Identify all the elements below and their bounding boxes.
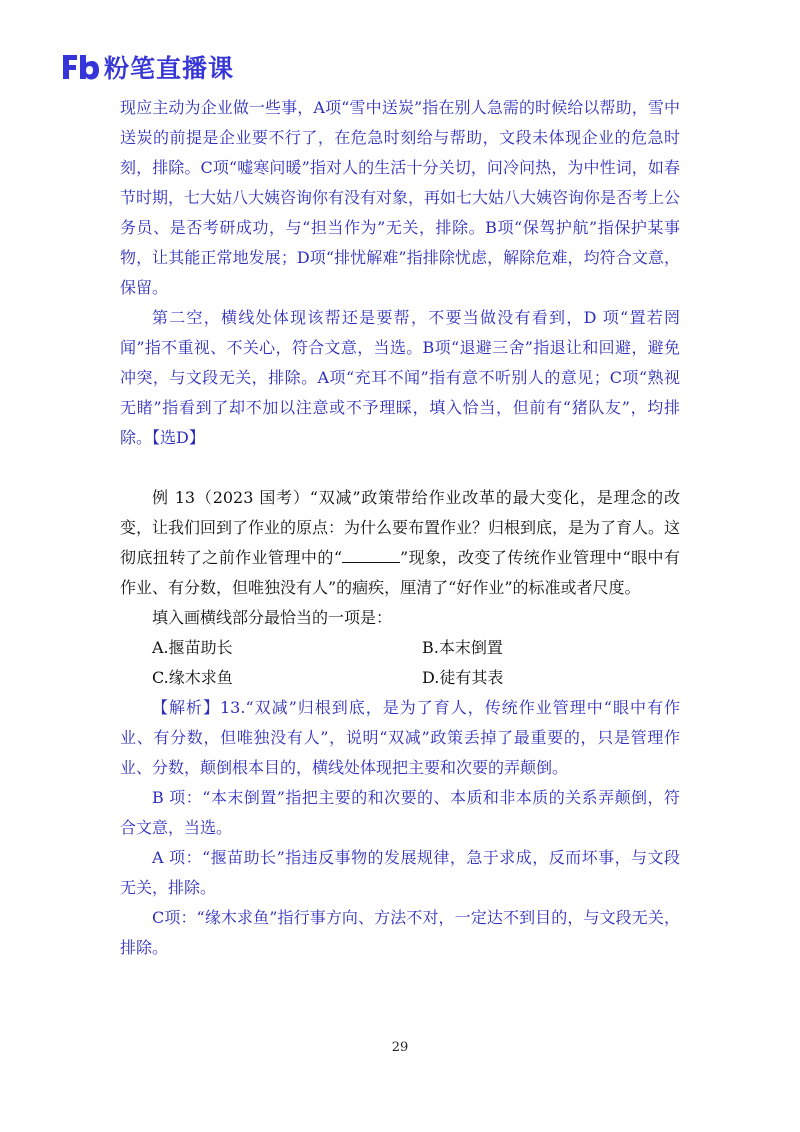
options-row-1 — [120, 633, 680, 663]
analysis-second-blank: 第二空，横线处体现该帮还是要帮，不要当做没有看到，D 项“置若罔闻”指不重视、不关心，符合文意，当选。B项“退避三舍”指退让和回避，避免冲突，与文段无关，排除。A项“充耳不闻”指有意不听别人的意见；C项“熟视无睹”指看到了却不加以注意或不予理睬，填入恰当，但前有“猪队友”，均排除。【选D】 — [120, 308, 680, 447]
option-c: C.缘木求鱼 — [152, 668, 233, 687]
fill-blank — [342, 544, 400, 563]
analysis-option-b: B 项：“本末倒置”指把主要的和次要的、本质和非本质的关系弄颠倒，符合文意，当选。 — [120, 788, 680, 837]
fb-logo-icon — [60, 52, 100, 82]
option-b: B.本末倒置 — [422, 638, 503, 657]
question-stem-part2: ”现象，改变了传统作业管理中“眼中有作业、有分数，但唯独没有人”的痼疾，厘清了“好作业”的标准或者尺度。 — [120, 548, 680, 597]
page-number: 29 — [391, 1040, 409, 1055]
analysis-intro: 【解析】13.“双减”归根到底，是为了育人，传统作业管理中“眼中有作业、有分数，但唯独没有人”，说明“双减”政策丢掉了最重要的，只是管理作业、分数，颠倒根本目的，横线处体现把主要和次要的弄颠倒。 — [120, 698, 680, 777]
option-d: D.徒有其表 — [422, 668, 504, 687]
header-logo — [60, 50, 234, 84]
logo-text: 粉笔直播课 — [104, 54, 235, 83]
question-stem — [120, 483, 680, 603]
option-a: A.揠苗助长 — [152, 638, 233, 657]
question-stem-part1: 例 13（2023 国考）“双减”政策带给作业改革的最大变化，是理念的改变，让我们回到了作业的原点：为什么要布置作业？归根到底，是为了育人。这彻底扭转了之前作业管理中的“ — [120, 488, 681, 567]
options-row-2 — [120, 663, 680, 693]
analysis-option-c: C项：“缘木求鱼”指行事方向、方法不对，一定达不到目的，与文段无关，排除。 — [120, 908, 680, 957]
analysis-continued: 现应主动为企业做一些事，A项“雪中送炭”指在别人急需的时候给以帮助，雪中送炭的前提是企业要不行了，在危急时刻给与帮助，文段未体现企业的危急时刻，排除。C项“嘘寒问暖”指对人的生活十分关切，问冷问热，为中性词，如春节时期，七大姑八大姨咨询你有没有对象，再如七大姑八大姨咨询你是否考上公务员、是否考研成功，与“担当作为”无关，排除。B项“保驾护航”指保护某事物，让其能正常地发展；D项“排忧解难”指排除忧虑，解除危难，均符合文意，保留。 — [120, 98, 681, 297]
analysis-option-a: A 项：“揠苗助长”指违反事物的发展规律，急于求成，反而坏事，与文段无关，排除。 — [120, 848, 680, 897]
question-prompt: 填入画横线部分最恰当的一项是： — [152, 608, 393, 627]
document-body — [120, 93, 680, 963]
